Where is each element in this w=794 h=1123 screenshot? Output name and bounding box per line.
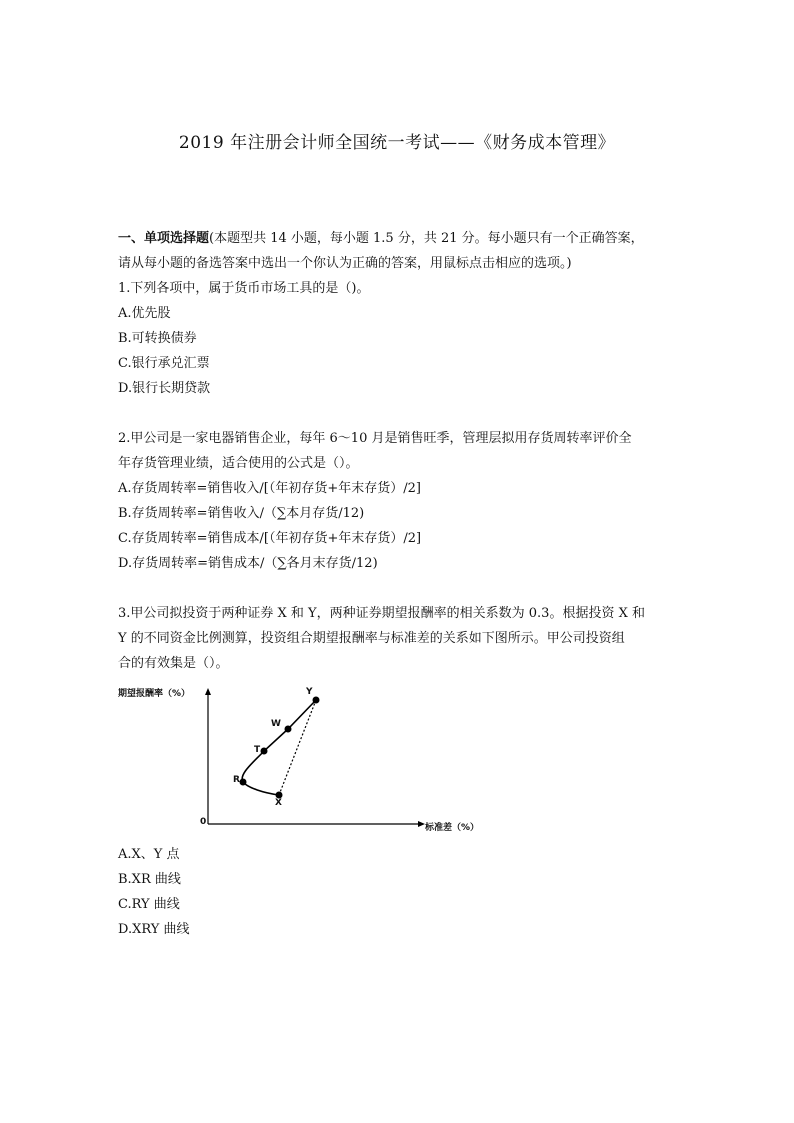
point-r bbox=[240, 779, 247, 786]
q2-stem-line-1: 2.甲公司是一家电器销售企业，每年 6～10 月是销售旺季，管理层拟用存货周转率评价全 bbox=[118, 431, 632, 446]
point-x-label: X bbox=[275, 798, 282, 808]
q2-option-c: C.存货周转率=销售成本/[（年初存货+年末存货）/2] bbox=[118, 531, 422, 546]
point-r-label: R bbox=[233, 775, 240, 785]
q3-option-b: B.XR 曲线 bbox=[118, 872, 181, 887]
q1-option-b: B.可转换债券 bbox=[118, 331, 197, 346]
q3-option-d: D.XRY 曲线 bbox=[118, 922, 190, 937]
x-axis-arrow-icon bbox=[418, 821, 425, 827]
section-intro-line-1 bbox=[118, 229, 644, 249]
q2-option-a: A.存货周转率=销售收入/[（年初存货+年末存货）/2] bbox=[118, 481, 421, 496]
q3-stem-line-3: 合的有效集是（）。 bbox=[118, 656, 229, 671]
point-t bbox=[261, 748, 268, 755]
risk-return-figure bbox=[118, 686, 478, 836]
section-intro-text: (本题型共 14 小题，每小题 1.5 分，共 21 分。每小题只有一个正确答案， bbox=[209, 231, 644, 246]
origin-label: 0 bbox=[200, 817, 207, 827]
q1-stem: 1.下列各项中，属于货币市场工具的是（)。 bbox=[118, 281, 370, 296]
xy-dotted-line bbox=[279, 700, 316, 795]
q3-stem-line-2: Y 的不同资金比例测算，投资组合期望报酬率与标准差的关系如下图所示。甲公司投资组 bbox=[118, 631, 625, 646]
point-y bbox=[313, 697, 320, 704]
point-w bbox=[285, 726, 292, 733]
y-axis-arrow-icon bbox=[205, 688, 211, 695]
y-axis-label: 期望报酬率（%） bbox=[118, 689, 191, 699]
section-heading: 一、单项选择题 bbox=[118, 231, 210, 246]
q2-option-b: B.存货周转率=销售收入/（∑本月存货/12) bbox=[118, 506, 365, 521]
point-w-label: W bbox=[271, 719, 281, 729]
q2-option-d: D.存货周转率=销售成本/（∑各月末存货/12) bbox=[118, 556, 378, 571]
section-intro-line-2: 请从每小题的备选答案中选出一个你认为正确的答案，用鼠标点击相应的选项。) bbox=[118, 256, 572, 271]
q1-option-a: A.优先股 bbox=[118, 306, 171, 321]
x-axis-label: 标准差（%） bbox=[425, 823, 480, 833]
q3-option-c: C.RY 曲线 bbox=[118, 897, 180, 912]
q1-option-d: D.银行长期贷款 bbox=[118, 381, 211, 396]
point-t-label: T bbox=[254, 745, 261, 755]
document-title: 2019 年注册会计师全国统一考试——《财务成本管理》 bbox=[178, 133, 616, 153]
figure-drawing bbox=[118, 686, 478, 836]
q3-option-a: A.X、Y 点 bbox=[118, 847, 180, 862]
q3-stem-line-1: 3.甲公司拟投资于两种证券 X 和 Y，两种证券期望报酬率的相关系数为 0.3。根据投资 X 和 bbox=[118, 606, 645, 621]
q1-option-c: C.银行承兑汇票 bbox=[118, 356, 210, 371]
point-y-label: Y bbox=[306, 687, 313, 697]
q2-stem-line-2: 年存货管理业绩，适合使用的公式是（）。 bbox=[118, 456, 359, 471]
